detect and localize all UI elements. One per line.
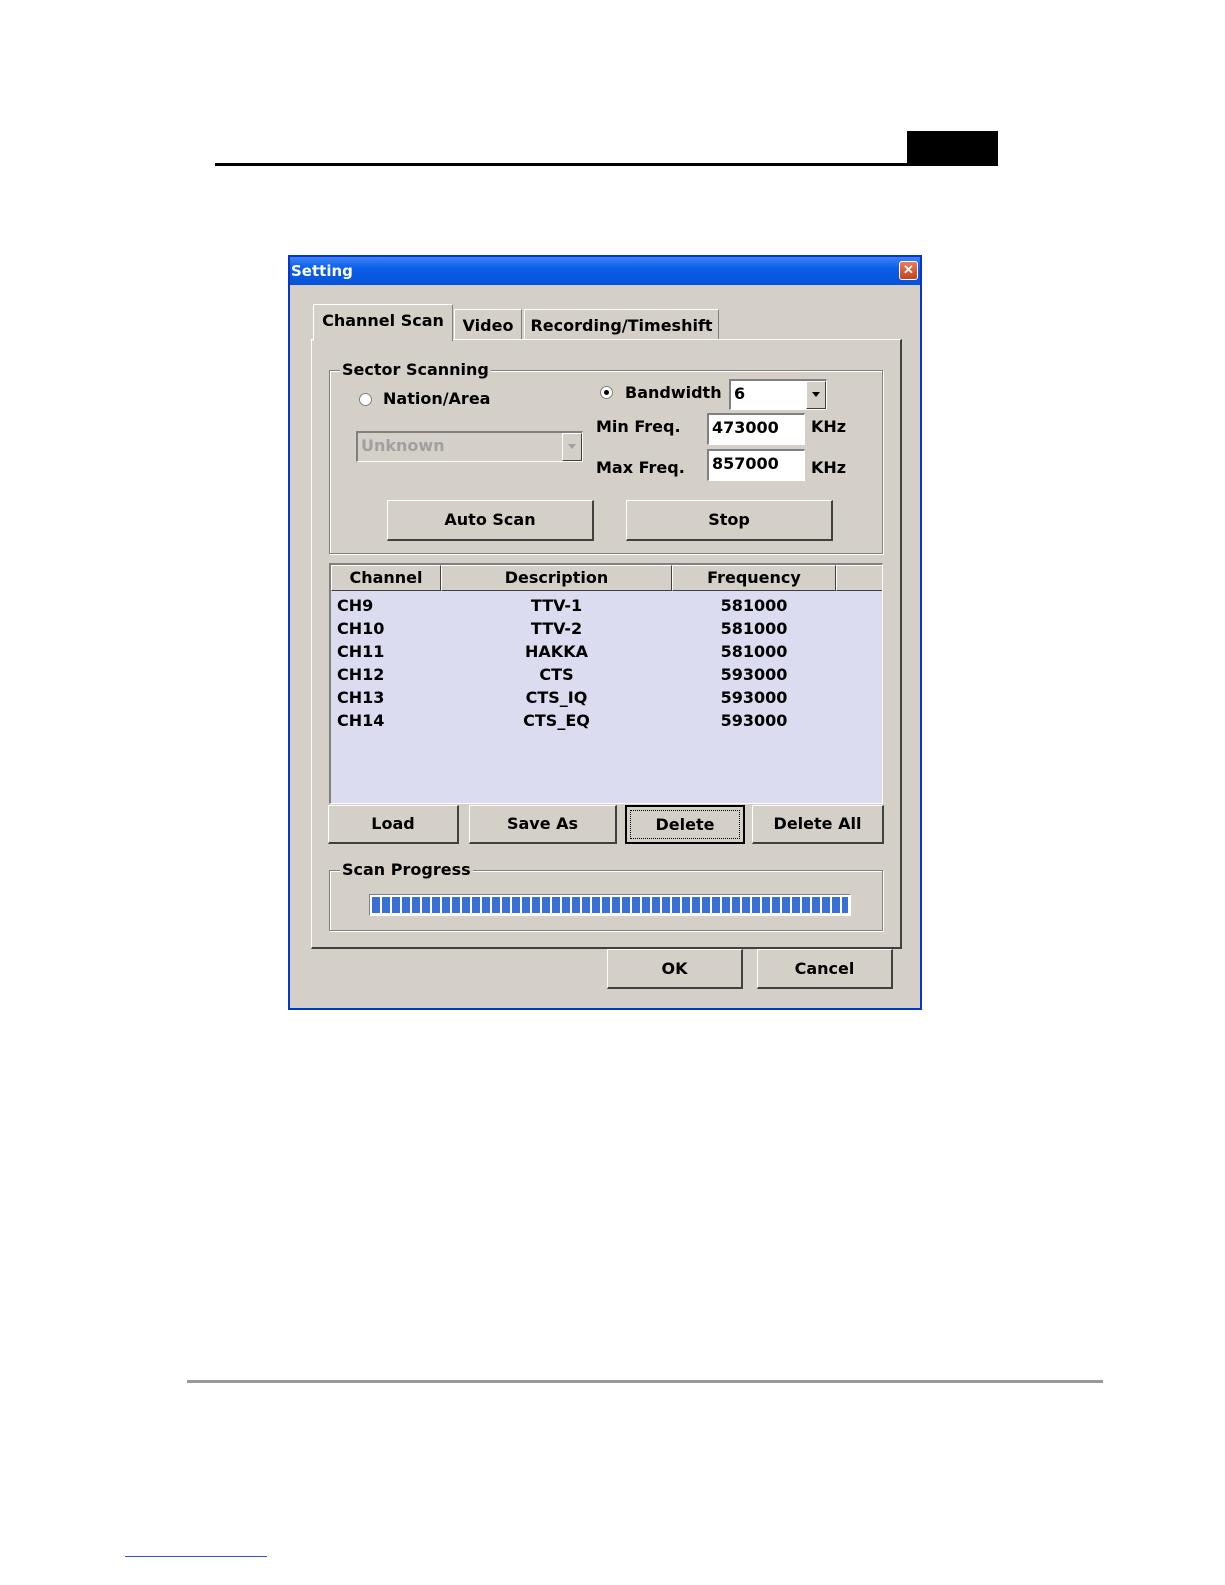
nation-area-value: Unknown: [361, 436, 445, 455]
max-freq-label: Max Freq.: [596, 458, 685, 477]
tab-label: Channel Scan: [322, 311, 444, 330]
save-as-button[interactable]: [469, 805, 617, 844]
bandwidth-label: Bandwidth: [625, 383, 722, 402]
footer-rule: [187, 1380, 1103, 1383]
button-label: Cancel: [794, 958, 855, 978]
auto-scan-button[interactable]: [387, 500, 594, 541]
min-freq-unit: KHz: [811, 417, 847, 436]
channel-cell: CH12: [337, 665, 385, 684]
button-label: OK: [661, 958, 688, 978]
header-rule: [215, 163, 998, 166]
chevron-down-icon[interactable]: [562, 433, 582, 461]
stop-button[interactable]: [626, 500, 833, 541]
delete-all-button[interactable]: [752, 805, 884, 844]
button-label: Stop: [708, 510, 750, 530]
table-row[interactable]: [331, 594, 882, 617]
button-label: Save As: [506, 814, 579, 834]
description-cell: TTV-2: [530, 619, 583, 638]
description-cell: CTS_IQ: [525, 688, 588, 707]
load-button[interactable]: [328, 805, 459, 844]
scan-progress-group: [329, 860, 883, 931]
bandwidth-radio[interactable]: [600, 386, 613, 399]
group-title: Sector Scanning: [342, 360, 489, 379]
button-label: Delete: [655, 814, 715, 834]
button-label: Auto Scan: [444, 510, 536, 530]
bandwidth-select[interactable]: [729, 379, 827, 410]
bandwidth-value: 6: [734, 384, 746, 403]
sector-scanning-group: [329, 360, 883, 554]
channel-cell: CH10: [337, 619, 385, 638]
channel-cell: CH11: [337, 642, 385, 661]
frequency-cell: 593000: [720, 711, 788, 730]
column-header-channel[interactable]: Channel: [331, 565, 441, 591]
progress-fill: [372, 897, 848, 913]
footer-link-underline: [125, 1556, 267, 1557]
delete-button[interactable]: [625, 805, 745, 844]
nation-area-radio[interactable]: [359, 393, 372, 406]
channel-list[interactable]: [329, 563, 883, 804]
tab-label: Video: [462, 316, 514, 335]
group-title: Scan Progress: [342, 860, 471, 879]
channel-cell: CH13: [337, 688, 385, 707]
window-title: Setting: [291, 262, 353, 280]
tab-recording-timeshift[interactable]: [524, 309, 719, 339]
frequency-cell: 581000: [720, 619, 788, 638]
column-header-frequency[interactable]: Frequency: [672, 565, 836, 591]
table-row[interactable]: [331, 686, 882, 709]
channel-cell: CH14: [337, 711, 385, 730]
description-cell: TTV-1: [530, 596, 583, 615]
scan-progress-bar: [369, 894, 851, 916]
table-row[interactable]: [331, 709, 882, 732]
header-black-box: [907, 131, 998, 163]
table-row[interactable]: [331, 617, 882, 640]
ok-button[interactable]: [607, 949, 743, 989]
setting-dialog: [288, 255, 922, 1010]
table-row[interactable]: [331, 640, 882, 663]
frequency-cell: 593000: [720, 665, 788, 684]
frequency-cell: 581000: [720, 596, 788, 615]
description-cell: CTS_EQ: [523, 711, 590, 730]
description-cell: CTS: [539, 665, 574, 684]
tab-label: Recording/Timeshift: [530, 316, 713, 335]
title-bar[interactable]: [290, 257, 920, 285]
min-freq-input[interactable]: 473000: [707, 413, 805, 445]
cancel-button[interactable]: [757, 949, 893, 989]
nation-area-select[interactable]: [356, 431, 583, 462]
table-row[interactable]: [331, 663, 882, 686]
frequency-cell: 593000: [720, 688, 788, 707]
tab-channel-scan[interactable]: [313, 304, 453, 341]
chevron-down-icon[interactable]: [806, 381, 826, 409]
nation-area-label: Nation/Area: [383, 389, 491, 408]
max-freq-input[interactable]: 857000: [707, 449, 805, 481]
frequency-cell: 581000: [720, 642, 788, 661]
column-header-description[interactable]: Description: [441, 565, 672, 591]
column-header-empty: [836, 565, 883, 591]
min-freq-label: Min Freq.: [596, 417, 681, 436]
max-freq-unit: KHz: [811, 458, 847, 477]
description-cell: HAKKA: [525, 642, 588, 661]
channel-cell: CH9: [337, 596, 374, 615]
button-label: Delete All: [773, 814, 862, 834]
tab-video[interactable]: [454, 309, 522, 339]
channel-scan-panel: [311, 339, 902, 949]
close-icon[interactable]: ✕: [899, 261, 918, 280]
button-label: Load: [371, 814, 415, 834]
